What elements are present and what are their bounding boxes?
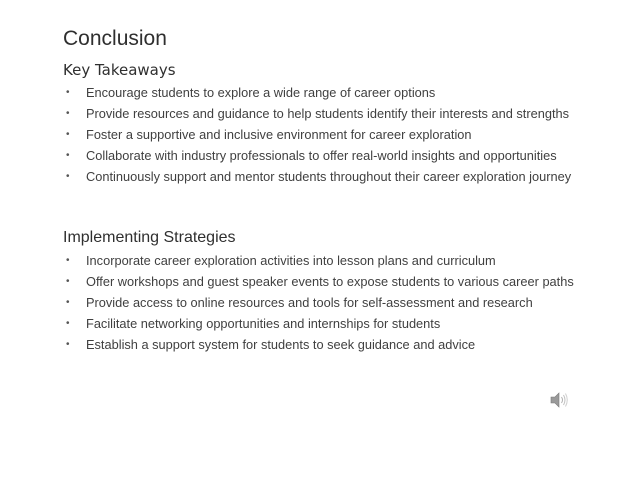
bullet-icon: • [66, 276, 70, 287]
list-item [63, 84, 583, 101]
bullet-icon: • [66, 129, 70, 140]
section-implementing-strategies [63, 228, 583, 357]
bullet-icon: • [66, 87, 70, 98]
speaker-icon[interactable] [549, 391, 569, 409]
section-heading: Implementing Strategies [63, 229, 236, 246]
section-heading: Key Takeaways [63, 61, 176, 79]
list-item-text: Offer workshops and guest speaker events to expose students to various career paths [86, 274, 574, 289]
bullet-icon: • [66, 297, 70, 308]
list-item [63, 336, 583, 353]
list-item-text: Foster a supportive and inclusive environment for career exploration [86, 127, 472, 142]
bullet-icon: • [66, 108, 70, 119]
list-item [63, 294, 583, 311]
slide-title: Conclusion [63, 27, 167, 50]
list-item [63, 126, 583, 143]
list-item-text: Establish a support system for students to seek guidance and advice [86, 337, 476, 352]
bullet-icon: • [66, 150, 70, 161]
section-key-takeaways [63, 60, 583, 189]
list-item [63, 315, 583, 332]
list-item-text: Encourage students to explore a wide range of career options [86, 85, 436, 100]
speaker-icon-graphic [549, 391, 569, 409]
bullet-icon: • [66, 171, 70, 182]
bullet-list [63, 84, 583, 185]
list-item-text: Facilitate networking opportunities and internships for students [86, 316, 441, 331]
list-item [63, 273, 583, 290]
list-item [63, 252, 583, 269]
bullet-icon: • [66, 318, 70, 329]
bullet-icon: • [66, 339, 70, 350]
list-item [63, 147, 583, 164]
list-item-text: Incorporate career exploration activities into lesson plans and curriculum [86, 253, 496, 268]
list-item [63, 105, 583, 122]
bullet-list [63, 252, 583, 353]
bullet-icon: • [66, 255, 70, 266]
list-item-text: Provide resources and guidance to help students identify their interests and strengths [86, 106, 570, 121]
list-item [63, 168, 583, 185]
list-item-text: Provide access to online resources and tools for self-assessment and research [86, 295, 533, 310]
list-item-text: Continuously support and mentor students throughout their career exploration journey [86, 169, 572, 184]
list-item-text: Collaborate with industry professionals to offer real-world insights and opportunities [86, 148, 557, 163]
